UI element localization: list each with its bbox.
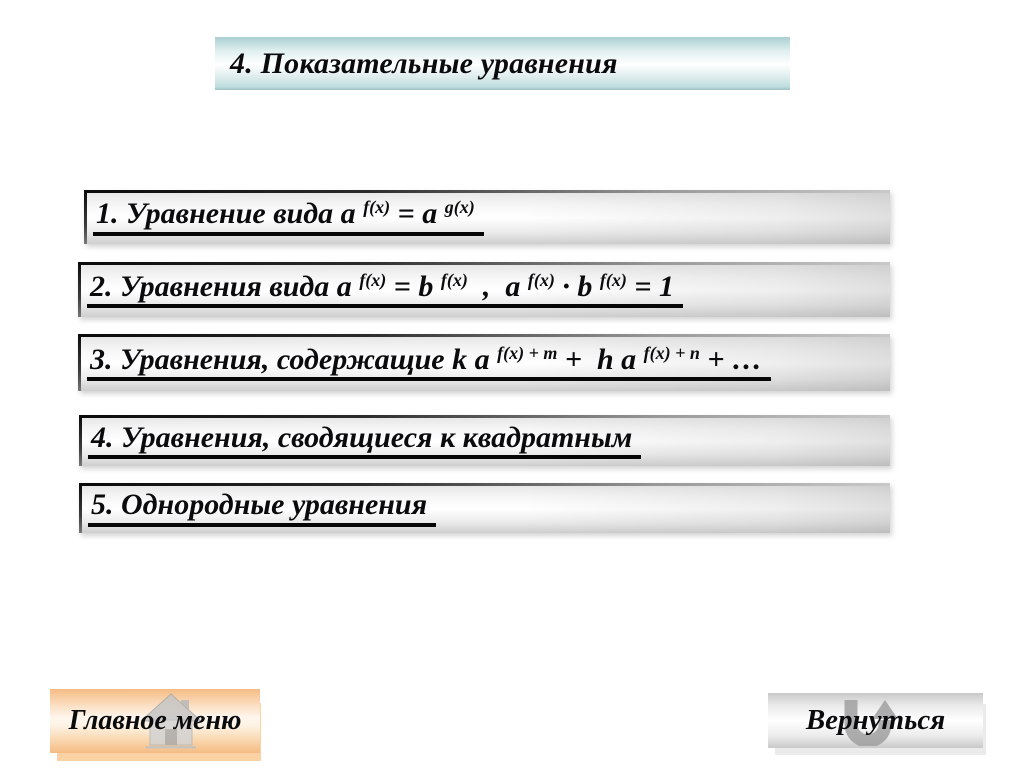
menu-item-label: 4. Уравнения, сводящиеся к квадратным [88, 422, 641, 460]
back-button[interactable] [768, 693, 983, 748]
menu-item-equation-a-fx-equals-a-gx[interactable] [84, 190, 890, 244]
menu-item-label: 2. Уравнения вида a $^{f(x)}$ = b $^{f(x)}$ , a $^{f(x)}$ · b $^{f(x)}$ = 1 [87, 271, 683, 309]
title-banner [215, 37, 790, 90]
page-title: 4. Показательные уравнения [230, 46, 618, 80]
menu-item-label: 3. Уравнения, содержащие k a $^{f(x) + m}$ + h a $^{f(x) + n}$ + … [87, 344, 771, 382]
menu-item-label: 5. Однородные уравнения [88, 489, 436, 527]
menu-item-equations-a-fx-b-fx[interactable] [78, 262, 890, 317]
menu-item-label: 1. Уравнение вида a $^{f(x)}$ = a $^{g(x)}$ [93, 198, 484, 236]
main-menu-button[interactable] [50, 689, 260, 753]
back-button-label: Вернуться [805, 704, 946, 736]
menu-item-equations-with-k-h-terms[interactable] [78, 334, 890, 391]
main-menu-button-label: Главное меню [68, 705, 242, 736]
menu-item-homogeneous-equations[interactable] [79, 483, 890, 533]
menu-item-reducible-to-quadratic[interactable] [79, 415, 890, 466]
